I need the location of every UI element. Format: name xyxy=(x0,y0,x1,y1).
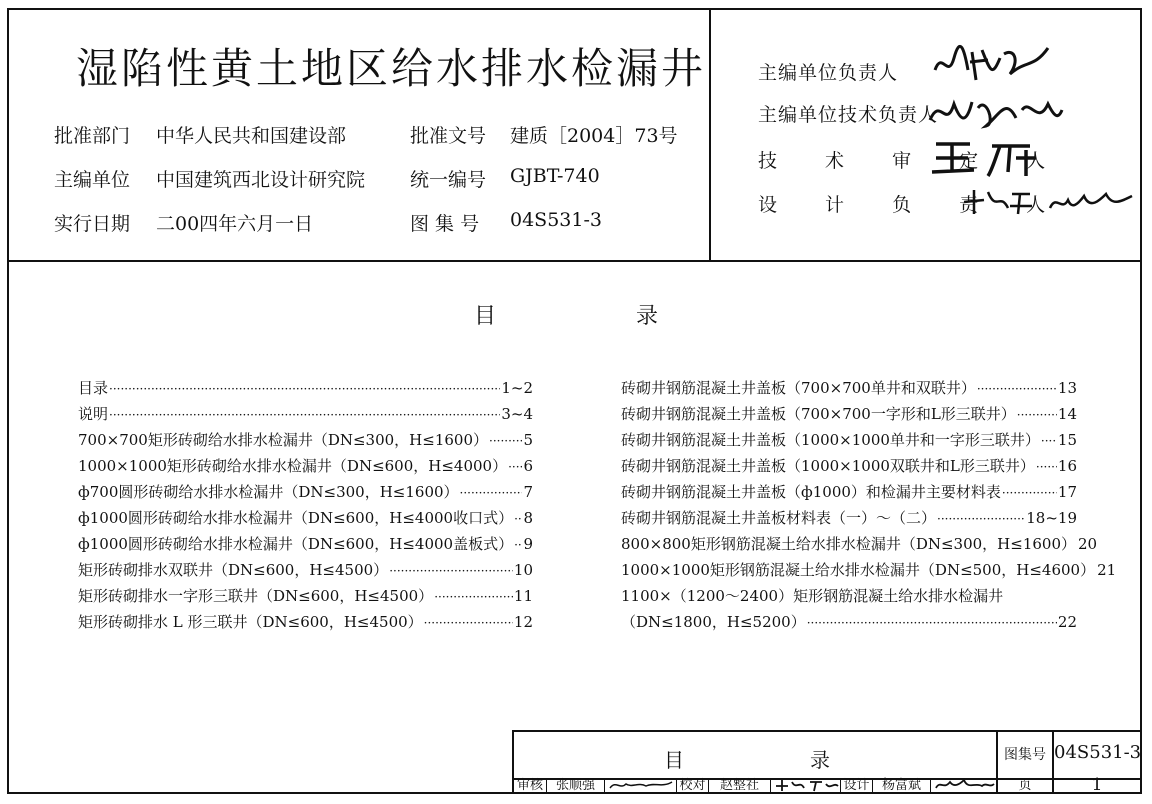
toc-entry[interactable]: 说明 ····· 3~4 xyxy=(78,401,533,427)
toc-entry[interactable]: （DN≤1800，H≤5200） ····· 22 xyxy=(621,609,1077,635)
chief-unit-head-signature xyxy=(930,40,1060,96)
toc-entry[interactable]: ф700圆形砖砌给水排水检漏井（DN≤300，H≤1600） ····· 7 xyxy=(78,479,533,505)
toc-right-column xyxy=(621,375,1117,635)
effective-date-label: 实行日期 xyxy=(54,213,131,235)
title-block-name-right: 录 xyxy=(810,748,830,772)
technical-reviewer-label: 技 术 审 定 人 xyxy=(758,150,1067,172)
toc-entry[interactable]: 矩形砖砌排水双联井（DN≤600，H≤4500） ····· 10 xyxy=(78,557,533,583)
toc-entry[interactable]: 矩形砖砌排水 L 形三联井（DN≤600，H≤4500） ····· 12 xyxy=(78,609,533,635)
chief-unit-head-label: 主编单位负责人 xyxy=(758,62,899,84)
toc-heading-left: 目 xyxy=(474,304,497,329)
toc-left-column xyxy=(78,375,533,635)
signature-drawing xyxy=(926,90,1066,134)
toc-entry[interactable]: 1000×1000矩形砖砌给水排水检漏井（DN≤600，H≤4000） ····· 6 xyxy=(78,453,533,479)
review-label: 审核 xyxy=(516,778,543,793)
cell-divider xyxy=(604,778,605,792)
toc-entry[interactable]: ф1000圆形砖砌给水排水检漏井（DN≤600，H≤4000收口式） ····· 8 xyxy=(78,505,533,531)
page-value: 1 xyxy=(1091,775,1103,795)
check-name: 赵整社 xyxy=(719,778,759,793)
editor-unit-label: 主编单位 xyxy=(54,169,131,191)
toc-entry[interactable]: ф1000圆形砖砌给水排水检漏井（DN≤600，H≤4000盖板式） ····· 9 xyxy=(78,531,533,557)
cell-divider xyxy=(930,778,931,792)
title-block-name-left: 目 xyxy=(664,748,684,772)
design-signature xyxy=(932,778,996,792)
toc-entry[interactable]: 砖砌井钢筋混凝土井盖板（700×700单井和双联井） ····· 13 xyxy=(621,375,1077,401)
signature-drawing xyxy=(960,182,1140,220)
check-signature xyxy=(772,778,840,792)
atlas-number-label: 图 集 号 xyxy=(410,213,480,235)
toc-entry[interactable]: 目录 ····· 1~2 xyxy=(78,375,533,401)
unified-number-label: 统一编号 xyxy=(410,169,487,191)
signature-drawing xyxy=(930,40,1060,88)
toc-entry[interactable]: 矩形砖砌排水一字形三联井（DN≤600，H≤4500） ····· 11 xyxy=(78,583,533,609)
toc-entry[interactable]: 砖砌井钢筋混凝土井盖板（ф1000）和检漏井主要材料表 ····· 17 xyxy=(621,479,1077,505)
title-block xyxy=(512,730,1142,794)
effective-date-value: 二00四年六月一日 xyxy=(156,213,314,235)
approval-dept-label: 批准部门 xyxy=(54,125,131,147)
signature-drawing xyxy=(932,778,996,792)
technical-reviewer-signature xyxy=(930,136,1050,187)
toc-heading-right: 录 xyxy=(636,304,659,329)
atlas-number-value-cell: 04S531-3 xyxy=(1054,742,1142,763)
signature-drawing xyxy=(606,778,676,792)
chief-tech-head-label: 主编单位技术负责人 xyxy=(758,104,939,126)
toc-entry[interactable]: 砖砌井钢筋混凝土井盖板材料表（一）～（二） ····· 18~19 xyxy=(621,505,1077,531)
atlas-number-label-cell: 图集号 xyxy=(1004,747,1046,763)
editor-unit-value: 中国建筑西北设计研究院 xyxy=(156,169,366,191)
atlas-number-value: 04S531-3 xyxy=(510,209,602,231)
approval-doc-label: 批准文号 xyxy=(410,125,487,147)
toc-entry[interactable]: 砖砌井钢筋混凝土井盖板（1000×1000双联井和L形三联井） ····· 16 xyxy=(621,453,1077,479)
review-signature xyxy=(606,778,676,792)
signature-drawing xyxy=(930,136,1050,180)
cell-divider xyxy=(770,778,771,792)
page-label: 页 xyxy=(1018,778,1032,793)
atlas-title: 湿陷性黄土地区给水排水检漏井 xyxy=(76,44,707,93)
toc-entry-continued[interactable]: 1100×（1200～2400）矩形钢筋混凝土给水排水检漏井 xyxy=(621,587,1004,605)
design-label: 设计 xyxy=(843,778,870,793)
header-vertical-divider xyxy=(709,8,711,260)
design-head-signature xyxy=(960,182,1140,227)
toc-entry[interactable]: 800×800矩形钢筋混凝土给水排水检漏井（DN≤300，H≤1600） 20 xyxy=(621,535,1098,553)
design-head-label: 设 计 负 责 人 xyxy=(758,194,1067,216)
chief-tech-head-signature xyxy=(926,90,1066,141)
header-divider xyxy=(7,260,1142,262)
approval-doc-value: 建质［2004］73号 xyxy=(510,125,678,147)
toc-entry[interactable]: 砖砌井钢筋混凝土井盖板（700×700一字形和L形三联井） ····· 14 xyxy=(621,401,1077,427)
unified-number-value: GJBT-740 xyxy=(510,165,600,187)
toc-entry[interactable]: 砖砌井钢筋混凝土井盖板（1000×1000单井和一字形三联井） ····· 15 xyxy=(621,427,1077,453)
signature-drawing xyxy=(772,778,840,792)
approval-dept-value: 中华人民共和国建设部 xyxy=(156,125,347,147)
toc-entry[interactable]: 700×700矩形砖砌给水排水检漏井（DN≤300，H≤1600） ····· 5 xyxy=(78,427,533,453)
check-label: 校对 xyxy=(679,778,706,793)
review-name: 张顺强 xyxy=(555,778,595,793)
toc-entry[interactable]: 1000×1000矩形钢筋混凝土给水排水检漏井（DN≤500，H≤4600） 21 xyxy=(621,561,1117,579)
design-name: 杨富斌 xyxy=(881,778,921,793)
